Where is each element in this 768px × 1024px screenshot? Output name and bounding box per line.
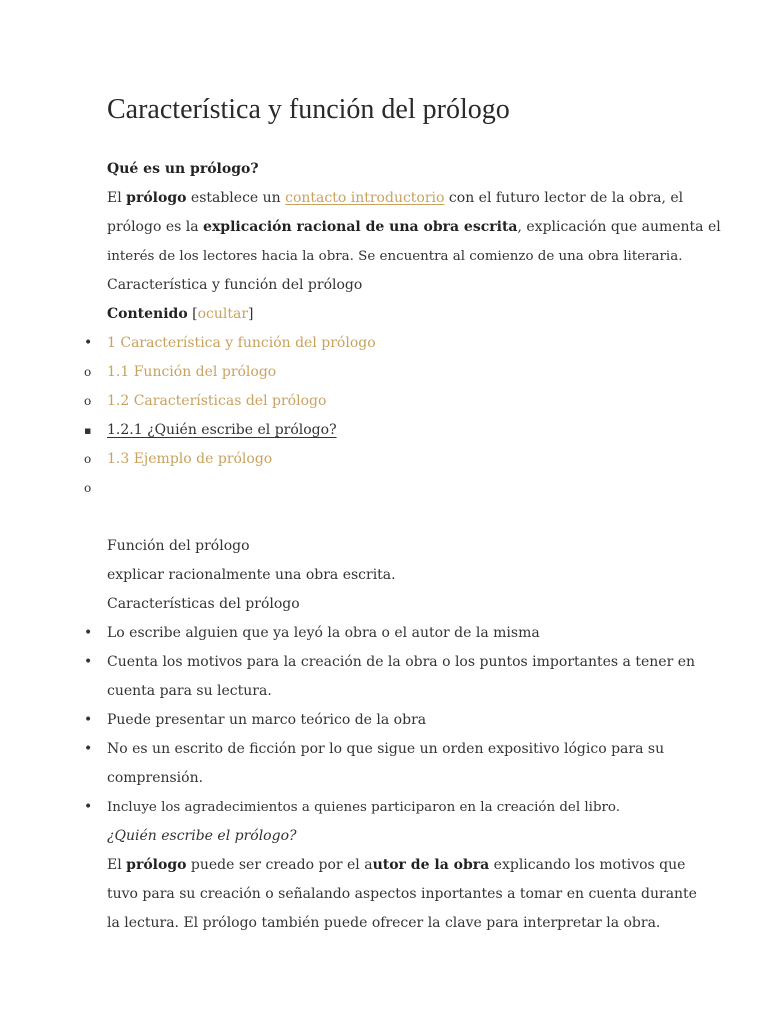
toc-marker: o <box>84 452 92 466</box>
toc-marker: o <box>84 481 92 495</box>
toc-item-ejemplo[interactable]: 1.3 Ejemplo de prólogo <box>107 451 273 467</box>
quien-heading: ¿Quién escribe el prólogo? <box>107 828 297 844</box>
toc-item-funcion[interactable]: 1.1 Función del prólogo <box>107 364 277 380</box>
caracteristica-item: Puede presentar un marco teórico de la obra <box>107 712 427 728</box>
toc-item-quien-escribe[interactable]: 1.2.1 ¿Quién escribe el prólogo? <box>107 422 337 438</box>
funcion-text: explicar racionalmente una obra escrita. <box>107 567 396 583</box>
quien-line-1: El prólogo puede ser creado por el autor de la obra explicando los motivos que <box>107 857 686 873</box>
contacto-introductorio-link[interactable]: contacto introductorio <box>285 190 445 206</box>
toc-marker: o <box>84 394 92 408</box>
intro-line-1: El prólogo establece un contacto introductorio con el futuro lector de la obra, el <box>107 190 684 206</box>
bullet-marker: • <box>84 741 93 757</box>
bullet-marker: • <box>84 712 93 728</box>
intro-line-3: interés de los lectores hacia la obra. Se encuentra al comienzo de una obra literaria. <box>107 249 683 264</box>
caracteristica-item: Cuenta los motivos para la creación de la obra o los puntos importantes a tener en <box>107 654 696 670</box>
toc-marker: o <box>84 365 92 379</box>
caracteristica-item: No es un escrito de ficción por lo que sigue un orden expositivo lógico para su <box>107 741 665 757</box>
caracteristica-item-continued: cuenta para su lectura. <box>107 683 272 699</box>
caracteristica-item: Incluye los agradecimientos a quienes participaron en la creación del libro. <box>107 800 620 815</box>
bullet-marker: • <box>84 625 93 641</box>
toc-item-quien-row <box>107 416 662 445</box>
toc-header: Contenido [ocultar] <box>107 306 254 322</box>
toc-hide-toggle[interactable]: ocultar <box>197 306 249 322</box>
toc-item-empty <box>107 474 662 503</box>
intro-line-2: prólogo es la explicación racional de una obra escrita, explicación que aumenta el <box>107 219 721 235</box>
subtitle: Característica y función del prólogo <box>107 277 363 293</box>
caracteristica-item: Lo escribe alguien que ya leyó la obra o el autor de la misma <box>107 625 540 641</box>
toc-item-caracteristicas[interactable]: 1.2 Características del prólogo <box>107 393 327 409</box>
funcion-heading: Función del prólogo <box>107 538 250 554</box>
toc-marker: • <box>84 335 93 351</box>
bullet-marker: • <box>84 654 93 670</box>
toc-item-caracteristica-funcion[interactable]: 1 Característica y función del prólogo <box>107 335 376 351</box>
toc-label: Contenido <box>107 306 188 322</box>
caracteristica-item-continued: comprensión. <box>107 770 204 786</box>
caracteristicas-heading: Características del prólogo <box>107 596 300 612</box>
bullet-marker: • <box>84 799 93 815</box>
quien-line-3: la lectura. El prólogo también puede ofrecer la clave para interpretar la obra. <box>107 915 661 931</box>
quien-line-2: tuvo para su creación o señalando aspectos inportantes a tomar en cuenta durante <box>107 886 697 902</box>
toc-marker: ▪ <box>84 424 92 437</box>
question-heading: Qué es un prólogo? <box>107 161 259 177</box>
page-title: Característica y función del prólogo <box>107 94 510 125</box>
